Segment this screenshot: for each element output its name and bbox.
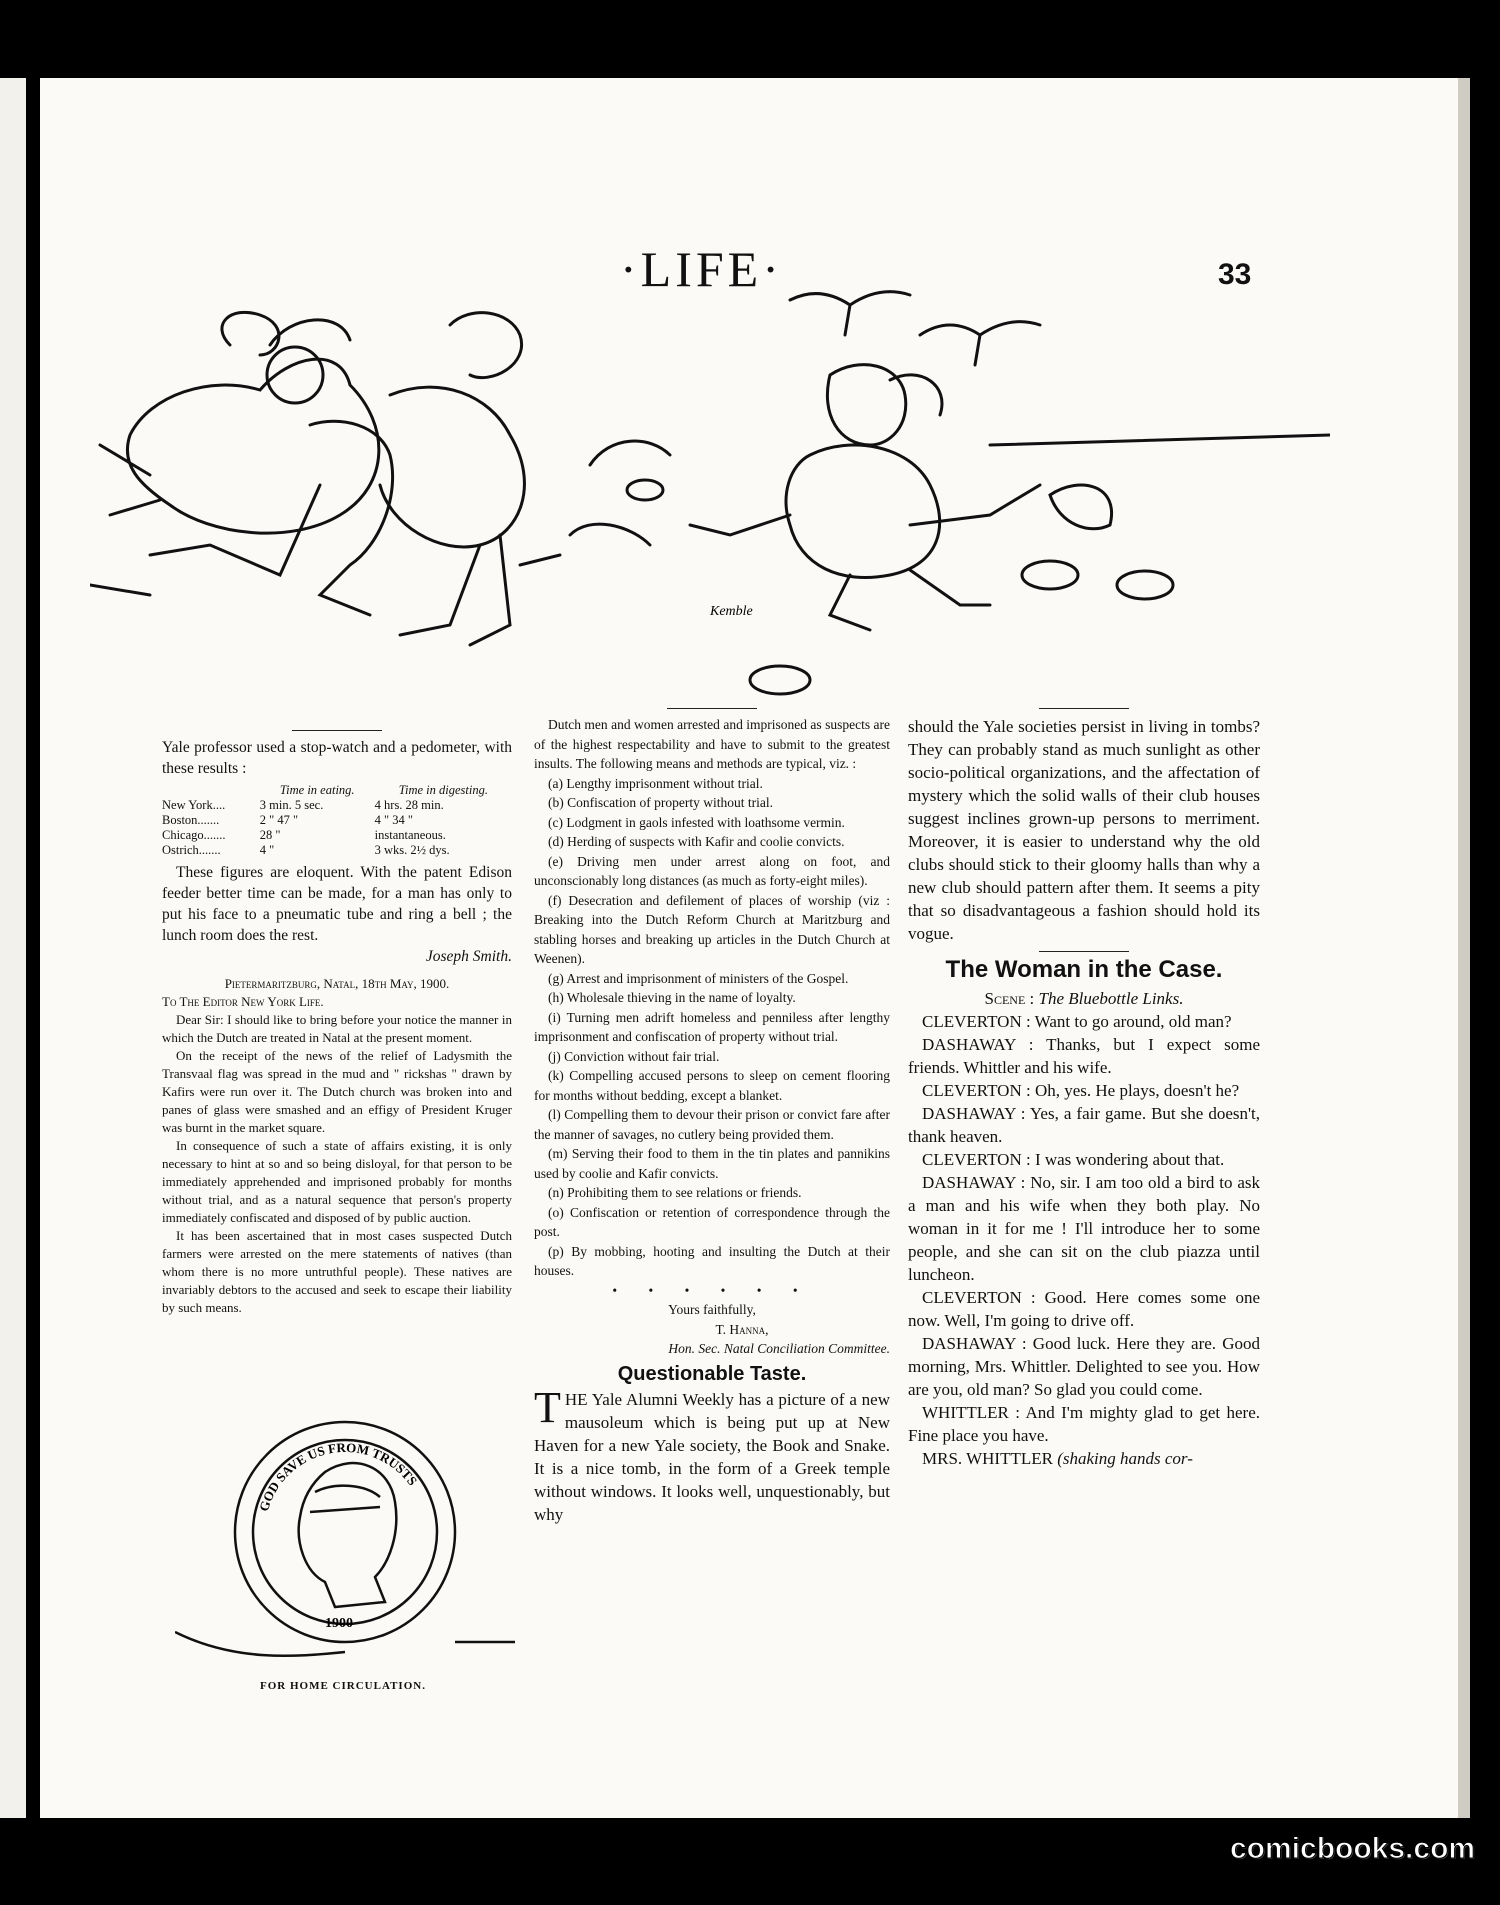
list-item: (m) Serving their food to them in the tin plates and pannikins used by coolie and Kafir convicts. bbox=[534, 1146, 890, 1181]
list-item: (h) Wholesale thieving in the name of loyalty. bbox=[548, 990, 796, 1005]
letter-addressee: To The Editor New York Life. bbox=[162, 994, 324, 1009]
letter-continuation: Dutch men and women arrested and imprisoned as suspects are of the highest respectability and have to submit to the greatest insults. The following means and methods are typical, viz. : bbox=[534, 717, 890, 771]
dialogue-line: DASHAWAY : Thanks, but I expect some friends. Whittler and his wife. bbox=[908, 1035, 1260, 1077]
column-rule bbox=[667, 708, 757, 709]
letter-signer: T. Hanna, bbox=[715, 1321, 769, 1337]
dialogue-line: DASHAWAY : Yes, a fair game. But she doesn't, thank heaven. bbox=[908, 1104, 1261, 1146]
ornament-dots: • • • • • • bbox=[612, 1282, 812, 1298]
list-item: (f) Desecration and defilement of places of worship (viz : Breaking into the Dutch Reform Church at Maritzburg and stabling horses and breaking up articles in the Dutch Church at Weenen). bbox=[534, 892, 890, 966]
list-item: (e) Driving men under arrest along on foot, and unconscionably long distances (as much as forty-eight miles). bbox=[534, 853, 890, 888]
dialogue-line: DASHAWAY : No, sir. I am too old a bird to ask a man and his wife when they both play. No woman in it for me ! I'll introduce her to some people, and she can sit on the club piazza until luncheon. bbox=[908, 1173, 1261, 1284]
dialogue bbox=[908, 1010, 1260, 1470]
list-item: (c) Lodgment in gaols infested with loathsome vermin. bbox=[548, 814, 845, 830]
column-middle bbox=[534, 708, 890, 1526]
yale-article-continuation: should the Yale societies persist in living in tombs? They can probably stand as much sunlight as other socio-political organizations, and the affectation of mystery which the solid walls of their club houses suggest inclines grown-up persons to merriment. Moreover, it is easier to understand why the old clubs should stick to their gloomy halls than why a new club should pattern after them. It seems a pity that so disadvantageous a fashion should hold its vogue. bbox=[908, 717, 1260, 943]
coin-year: 1900 bbox=[325, 1616, 353, 1631]
column-right bbox=[908, 708, 1260, 1470]
scene-name: The Bluebottle Links. bbox=[1038, 989, 1184, 1008]
dialogue-line: DASHAWAY : Good luck. Here they are. Good morning, Mrs. Whittler. Delighted to see you. How are you, old man? So glad you could come. bbox=[908, 1334, 1261, 1399]
letter-closing: Yours faithfully, bbox=[668, 1302, 756, 1317]
list-item: (k) Compelling accused persons to sleep on cement flooring for months without bedding, except a blanket. bbox=[534, 1068, 890, 1103]
cartoon-illustration bbox=[90, 285, 1330, 705]
edison-feeder-text: These figures are eloquent. With the patent Edison feeder better time can be made, for a man has only to put his face to a pneumatic tube and ring a bell ; the lunch room does the rest. bbox=[162, 864, 512, 944]
letter-paragraph: It has been ascertained that in most cases suspected Dutch farmers were arrested on the mere statements of natives (than whom there is no more untruthful people). These natives are invariably debtors to the accused and seek to escape their liability by such means. bbox=[162, 1228, 512, 1315]
list-item: (p) By mobbing, hooting and insulting the Dutch at their houses. bbox=[534, 1243, 890, 1278]
letter-paragraph: On the receipt of the news of the relief of Ladysmith the Transvaal flag was spread in the mud and " rickshas " drawn by Kafirs were run over it. The Dutch church was broken into and panes of glass were smashed and an effigy of President Kruger was burnt in the market square. bbox=[162, 1048, 512, 1135]
signer-title: Hon. Sec. Natal Conciliation Committee. bbox=[668, 1341, 890, 1356]
list-item: (j) Conviction without fair trial. bbox=[548, 1048, 720, 1064]
adjacent-page-edge bbox=[0, 78, 26, 1818]
dialogue-line: CLEVERTON : Want to go around, old man? bbox=[922, 1012, 1232, 1031]
dialogue-line: WHITTLER : And I'm mighty glad to get here. Fine place you have. bbox=[908, 1403, 1260, 1445]
questionable-taste-article: HE Yale Alumni Weekly has a picture of a new mausoleum which is being put up at New Haven for a new Yale society, the Book and Snake. It is a nice tomb, in the form of a Greek temple without windows. It looks well, unquestionably, but why bbox=[534, 1390, 890, 1524]
list-item: (d) Herding of suspects with Kafir and coolie convicts. bbox=[548, 834, 845, 849]
scene-label: Scene : bbox=[984, 989, 1035, 1008]
letter-paragraph: Dear Sir: I should like to bring before your notice the manner in which the Dutch are treated in Natal at the present moment. bbox=[162, 1012, 512, 1045]
column-rule bbox=[1039, 951, 1129, 952]
table-row: Chicago....... 28 " instantaneous. bbox=[162, 828, 446, 842]
column-rule bbox=[292, 730, 382, 731]
column-rule bbox=[1039, 708, 1129, 709]
drop-cap: T bbox=[534, 1383, 561, 1432]
list-item: (i) Turning men adrift homeless and penniless after lengthy imprisonment and confiscation of property without trial. bbox=[534, 1009, 890, 1044]
table-header-eating: Time in eating. bbox=[279, 783, 355, 797]
coin-caption: FOR HOME CIRCULATION. bbox=[260, 1680, 426, 1692]
letter-paragraph: In consequence of such a state of affairs existing, it is only necessary to hint at so and so being disloyal, for that person to be immediately apprehended and imprisoned probably for months without trial, and as a natural sequence that person's property immediately confiscated and disposed of by public auction. bbox=[162, 1138, 512, 1225]
author-signature: Joseph Smith. bbox=[425, 948, 512, 965]
coin-illustration bbox=[175, 1412, 515, 1662]
dialogue-line: MRS. WHITTLER (shaking hands cor- bbox=[922, 1449, 1193, 1468]
dialogue-line: CLEVERTON : Good. Here comes some one now. Well, I'm going to drive off. bbox=[908, 1288, 1260, 1330]
table-row: Ostrich....... 4 " 3 wks. 2½ dys. bbox=[162, 843, 450, 857]
page-number: 33 bbox=[1218, 258, 1252, 291]
site-watermark: comicbooks.com bbox=[1230, 1832, 1476, 1865]
list-item: (g) Arrest and imprisonment of ministers of the Gospel. bbox=[548, 970, 849, 986]
page-edge-shadow bbox=[1458, 78, 1470, 1818]
coin-outer-rim bbox=[235, 1422, 455, 1642]
coin-inscription: GOD SAVE US FROM TRUSTS bbox=[255, 1439, 421, 1514]
list-item: (n) Prohibiting them to see relations or friends. bbox=[548, 1185, 802, 1200]
list-item: (o) Confiscation or retention of correspondence through the post. bbox=[534, 1204, 890, 1239]
column-left bbox=[162, 730, 512, 1317]
table-header-blank bbox=[162, 783, 260, 798]
table-row: Boston....... 2 " 47 " 4 " 34 " bbox=[162, 813, 413, 827]
table-row: New York.... 3 min. 5 sec. 4 hrs. 28 min. bbox=[162, 798, 444, 812]
artist-signature: Kemble bbox=[710, 604, 753, 619]
yale-professor-intro: Yale professor used a stop-watch and a pedometer, with these results : bbox=[162, 739, 512, 777]
table-header-digesting: Time in digesting. bbox=[398, 783, 488, 797]
list-item: (a) Lengthy imprisonment without trial. bbox=[548, 775, 763, 791]
woman-in-case-heading: The Woman in the Case. bbox=[945, 956, 1223, 983]
list-item: (l) Compelling them to devour their prison or convict fare after the manner of savages, no cutlery being provided them. bbox=[534, 1107, 890, 1142]
dialogue-line: CLEVERTON : I was wondering about that. bbox=[922, 1150, 1225, 1169]
letter-dateline: Pietermaritzburg, Natal, 18th May, 1900. bbox=[224, 976, 450, 991]
list-item: (b) Confiscation of property without trial. bbox=[548, 795, 773, 810]
magazine-title: ·LIFE· bbox=[620, 241, 783, 297]
questionable-taste-heading: Questionable Taste. bbox=[617, 1362, 807, 1385]
timing-table bbox=[162, 783, 512, 858]
dialogue-line: CLEVERTON : Oh, yes. He plays, doesn't he? bbox=[922, 1081, 1240, 1100]
